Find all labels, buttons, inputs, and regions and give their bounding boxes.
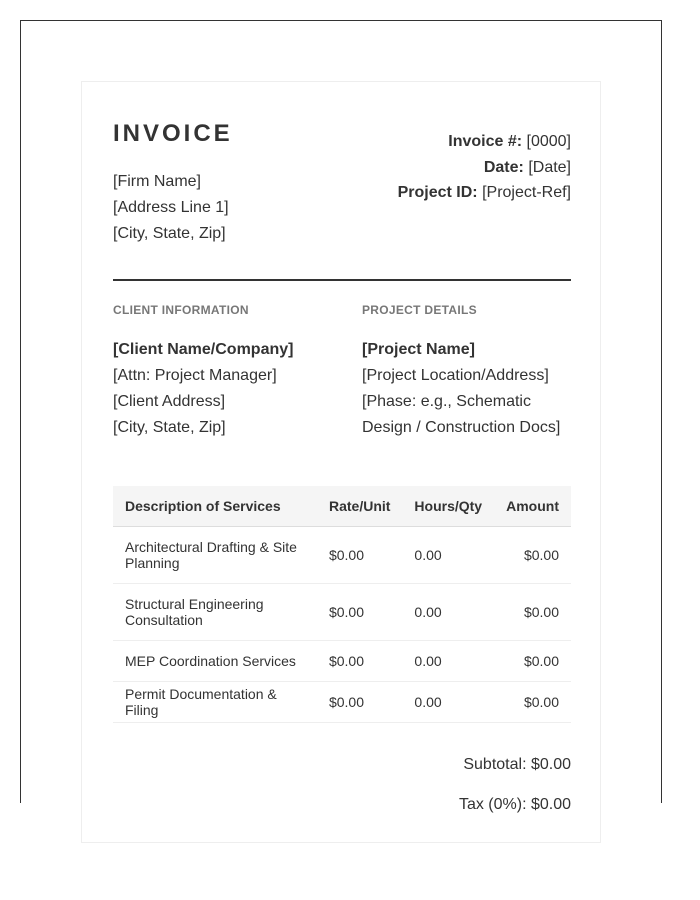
invoice-number-label: Invoice #: [448, 133, 523, 150]
table-row [113, 682, 571, 723]
invoice-date-value: [Date] [528, 158, 571, 176]
client-info [113, 337, 328, 441]
col-header-qty: Hours/Qty [402, 486, 494, 527]
services-table [113, 486, 571, 723]
subtotal: Subtotal: $0.00 [463, 756, 571, 773]
row-rate: $0.00 [317, 641, 402, 682]
row-rate: $0.00 [317, 584, 402, 641]
tax-line: Tax (0%): $0.00 [458, 796, 571, 813]
row-description: Structural Engineering Consultation [113, 584, 317, 641]
project-id-value: [Project-Ref] [482, 184, 571, 201]
row-qty: 0.00 [402, 641, 494, 682]
project-details-heading: PROJECT DETAILS [362, 303, 477, 317]
client-attn: [Attn: Project Manager] [113, 367, 277, 384]
table-row [113, 584, 571, 641]
col-header-description: Description of Services [113, 486, 317, 527]
invoice-number-row [398, 129, 571, 155]
invoice-number-value: [0000] [526, 133, 571, 150]
row-amount: $0.00 [494, 641, 571, 682]
row-description: Architectural Drafting & Site Planning [113, 527, 317, 584]
table-row [113, 527, 571, 584]
invoice-date-label: Date: [483, 158, 524, 176]
table-header-row [113, 486, 571, 527]
invoice-meta [398, 129, 571, 206]
client-city-state-zip: [City, State, Zip] [113, 419, 226, 436]
project-id-label: Project ID: [397, 184, 478, 201]
document-frame [20, 20, 662, 813]
firm-name: [Firm Name] [113, 173, 201, 190]
col-header-amount: Amount [494, 486, 571, 527]
client-address: [Client Address] [113, 393, 226, 410]
invoice-card [81, 81, 601, 843]
firm-address-line: [Address Line 1] [113, 199, 229, 216]
invoice-title: INVOICE [113, 120, 233, 147]
table-row [113, 641, 571, 682]
row-qty: 0.00 [402, 682, 494, 723]
invoice-date-row [398, 155, 571, 181]
project-details [362, 337, 577, 441]
project-name: [Project Name] [362, 341, 475, 358]
row-amount: $0.00 [494, 584, 571, 641]
client-info-heading: CLIENT INFORMATION [113, 303, 249, 317]
col-header-rate: Rate/Unit [317, 486, 402, 527]
firm-address [113, 169, 229, 247]
project-location: [Project Location/Address] [362, 367, 549, 384]
row-rate: $0.00 [317, 682, 402, 723]
header-divider [113, 279, 571, 281]
row-amount: $0.00 [494, 527, 571, 584]
row-qty: 0.00 [402, 527, 494, 584]
row-description: Permit Documentation & Filing [113, 682, 317, 723]
row-qty: 0.00 [402, 584, 494, 641]
row-description: MEP Coordination Services [113, 641, 317, 682]
project-id-row [398, 180, 571, 206]
firm-city-state-zip: [City, State, Zip] [113, 225, 226, 242]
client-name: [Client Name/Company] [113, 341, 294, 358]
project-phase: [Phase: e.g., Schematic Design / Construction Docs] [362, 393, 561, 436]
row-rate: $0.00 [317, 527, 402, 584]
row-amount: $0.00 [494, 682, 571, 723]
